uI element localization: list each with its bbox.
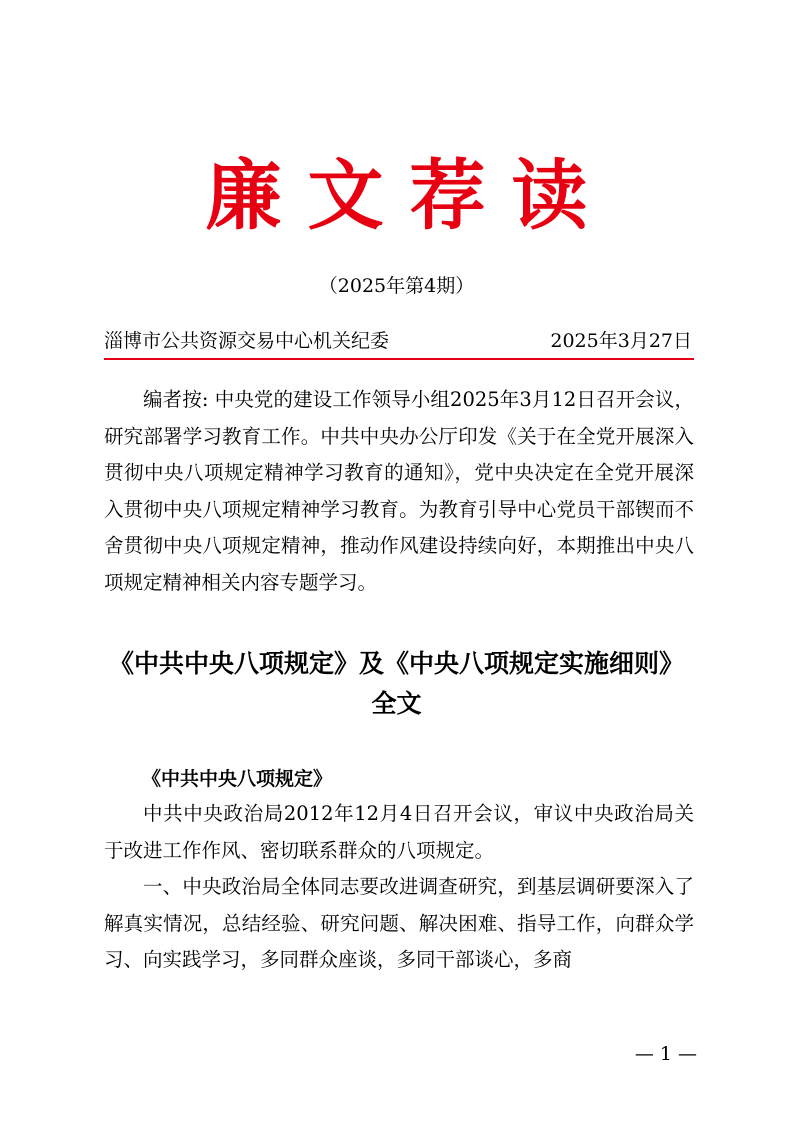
- issue-date: 2025年3月27日: [550, 330, 692, 352]
- issuing-organization: 淄博市公共资源交易中心机关纪委: [104, 330, 390, 352]
- article-title: [80, 644, 713, 724]
- masthead-title: 廉文荐读: [205, 151, 614, 240]
- page-number: — 1 —: [634, 1043, 697, 1065]
- masthead-meta-row: [104, 326, 692, 356]
- editor-note: 编者按: 中央党的建设工作领导小组2025年3月12日召开会议，研究部署学习教育工作。中共中央办公厅印发《关于在全党开展深入贯彻中央八项规定精神学习教育的通知》，党中央决定在全党开展深入贯彻中央八项规定精神学习教育。为教育引导中心党员干部锲而不舍贯彻中央八项规定精神，推动作风建设持续向好，本期推出中央八项规定精神相关内容专题学习。: [104, 388, 694, 594]
- body-paragraph: 中共中央政治局2012年12月4日召开会议，审议中央政治局关于改进工作作风、密切联系群众的八项规定。: [104, 802, 694, 862]
- section-heading: 《中共中央八项规定》: [142, 768, 333, 790]
- article-title-line-1: 《中共中央八项规定》及《中央八项规定实施细则》: [108, 649, 684, 678]
- issue-number: （2025年第4期）: [318, 275, 475, 297]
- body-paragraph: 一、中央政治局全体同志要改进调查研究，到基层调研要深入了解真实情况，总结经验、研究问题、解决困难、指导工作，向群众学习、向实践学习，多同群众座谈，多同干部谈心，多商: [104, 875, 694, 971]
- masthead-divider: [104, 358, 694, 360]
- article-title-line-2: 全文: [371, 689, 422, 718]
